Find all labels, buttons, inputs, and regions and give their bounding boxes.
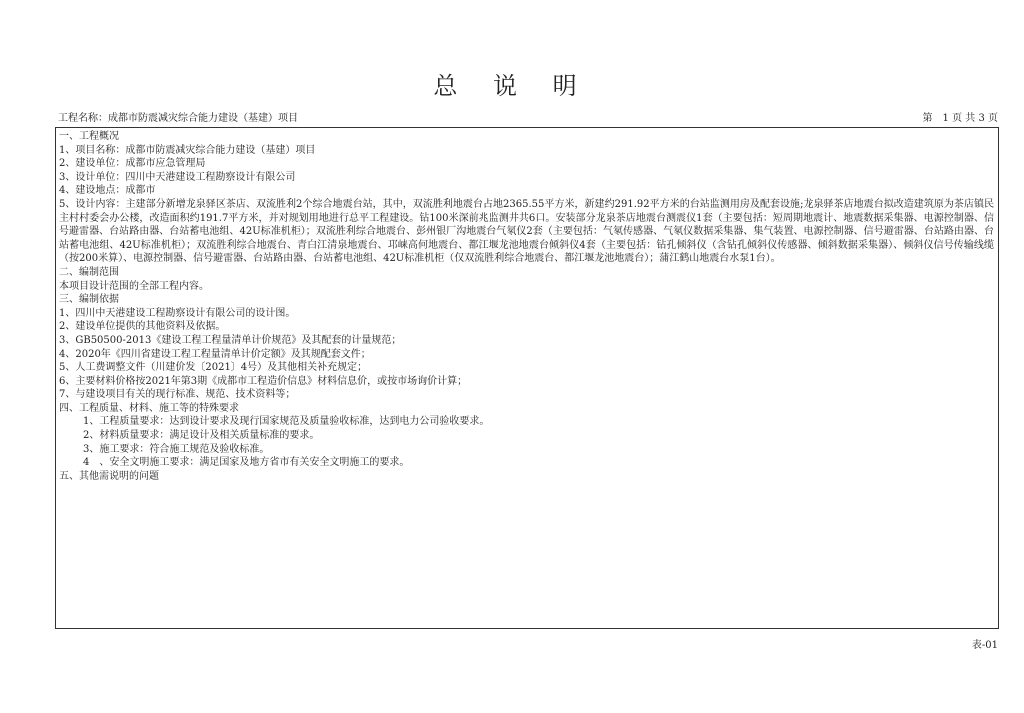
text-line: 1、四川中天港建设工程勘察设计有限公司的设计图。 (59, 307, 296, 319)
text-line: 2、建设单位提供的其他资料及依据。 (59, 321, 226, 333)
text-line: 4、2020年《四川省建设工程工程量清单计价定额》及其规配套文件； (59, 348, 371, 360)
page-title: 总 说 明 (433, 72, 591, 100)
text-line: 3、施工要求：符合施工规范及验收标准。 (83, 443, 270, 455)
section-heading: 二、编制范围 (59, 266, 119, 278)
text-line: 3、GB50500-2013《建设工程工程量清单计价规范》及其配套的计量规范； (59, 334, 402, 346)
text-line: 1、工程质量要求：达到设计要求及现行国家规范及质量验收标准，达到电力公司验收要求。 (83, 416, 490, 428)
text-line: 3、设计单位：四川中天港建设工程勘察设计有限公司 (59, 171, 296, 183)
text-line: 6、主要材料价格按2021年第3期《成都市工程造价信息》材料信息价，或按市场询价计算； (59, 375, 468, 387)
page-number: 第 1 页 共 3 页 (922, 113, 998, 124)
section-heading: 一、工程概况 (59, 131, 119, 142)
content-frame (55, 127, 999, 629)
project-name: 工程名称：成都市防震减灾综合能力建设（基建）项目 (58, 113, 298, 124)
text-line: 7、与建设项目有关的现行标准、规范、技术资料等； (59, 389, 296, 401)
text-line: 5、人工费调整文件（川建价发〔2021〕4号）及其他相关补充规定； (59, 362, 368, 374)
design-content-paragraph: 5、设计内容：主建部分新增龙泉驿区茶店、双流胜利2个综合地震台站，其中，双流胜利地震台占地2365.55平方米，新建约291.92平方米的台站监测用房及配套设施;龙泉驿茶店地震台拟改造建筑原为茶店镇民主村村委会办公楼，改造面积约191.7平方米，并对规划用地进行总平工程建设。钻100米深前兆监测井共6口。安装部分龙泉茶店地震台测震仪1套（主要包括：短周期地震计、地震数据采集器、电源控制器、信号避雷器、台站路由器、台站蓄电池组、42U标准机柜）；双流胜利综合地震台、彭州银厂沟地震台气氡仪2套（主要包括：气氡传感器、气氡仪数据采集器、集气装置、电源控制器、信号避雷器、台站路由器、台站蓄电池组、42U标准机柜）；双流胜利综合地震台、青白江清泉地震台、邛崃高何地震台、都江堰龙池地震台倾斜仪4套（主要包括：钻孔倾斜仪（含钻孔倾斜仪传感器、倾斜数据采集器）、倾斜仪信号传输线缆（按200米算）、电源控制器、信号避雷器、台站路由器、台站蓄电池组、42U标准机柜（仅双流胜利综合地震台、都江堰龙池地震台）；蒲江鹤山地震台水泵1台）。 (59, 198, 994, 265)
section-heading: 五、其他需说明的问题 (59, 470, 159, 482)
text-line: 2、材料质量要求：满足设计及相关质量标准的要求。 (83, 430, 320, 442)
header-meta (56, 111, 1000, 127)
text-line: 4 、安全文明施工要求：满足国家及地方省市有关安全文明施工的要求。 (83, 457, 410, 469)
text-line: 1、项目名称：成都市防震减灾综合能力建设（基建）项目 (59, 144, 316, 156)
section-heading: 三、编制依据 (59, 294, 119, 306)
text-line: 2、建设单位：成都市应急管理局 (59, 158, 206, 170)
section-heading: 四、工程质量、材料、施工等的特殊要求 (59, 402, 239, 414)
form-code: 表-01 (971, 640, 998, 651)
text-line: 4、建设地点：成都市 (59, 185, 156, 197)
text-line: 本项目设计范围的全部工程内容。 (59, 280, 209, 292)
